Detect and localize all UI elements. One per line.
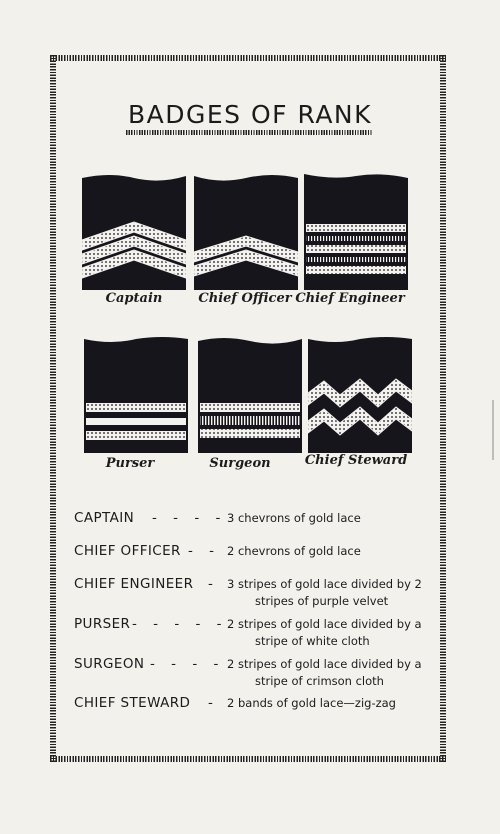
captain-caption: Captain <box>105 291 163 306</box>
rank-name: PURSER <box>74 616 131 632</box>
chief-engineer-badge <box>302 172 410 290</box>
chief-officer-caption: Chief Officer <box>198 291 292 306</box>
rank-description-line2: stripe of crimson cloth <box>255 674 384 688</box>
captain-badge <box>80 172 188 290</box>
rank-description-line2: stripes of purple velvet <box>255 594 389 608</box>
rank-description <box>227 543 442 560</box>
rank-description-line1: 2 stripes of gold lace divided by a <box>227 617 422 631</box>
rank-description <box>227 695 442 712</box>
rank-description <box>227 576 442 610</box>
purser-badge <box>82 335 190 453</box>
paper-mark <box>492 400 494 460</box>
rank-dashes: - <box>208 576 219 592</box>
rank-name: CAPTAIN <box>74 510 135 526</box>
rank-name: CHIEF STEWARD <box>74 695 191 711</box>
page-title: BADGES OF RANK <box>127 100 373 129</box>
rank-description <box>227 510 442 527</box>
rank-dashes: - - - - <box>150 656 225 672</box>
chief-engineer-caption: Chief Engineer <box>295 291 405 306</box>
chief-officer-badge <box>192 172 300 290</box>
rank-description-line1: 3 stripes of gold lace divided by 2 <box>227 577 422 591</box>
chief-steward-caption: Chief Steward <box>304 453 408 468</box>
rank-name: CHIEF ENGINEER <box>74 576 194 592</box>
border-left <box>50 55 56 762</box>
rank-description-line2: stripe of white cloth <box>255 634 370 648</box>
rank-description-line1: 2 chevrons of gold lace <box>227 544 361 558</box>
rank-name: CHIEF OFFICER <box>74 543 181 559</box>
rank-description <box>227 656 442 690</box>
border-top <box>50 55 446 61</box>
purser-caption: Purser <box>105 456 155 471</box>
rank-description <box>227 616 442 650</box>
rank-dashes: - - - - <box>152 510 227 526</box>
rank-dashes: - - <box>188 543 221 559</box>
rank-description-line1: 3 chevrons of gold lace <box>227 511 361 525</box>
border-bottom <box>50 756 446 762</box>
rank-dashes: - - - - - <box>132 616 228 632</box>
surgeon-caption: Surgeon <box>209 456 271 471</box>
rank-description-line1: 2 bands of gold lace—zig-zag <box>227 696 396 710</box>
chief-steward-badge <box>306 335 414 453</box>
rank-dashes: - <box>208 695 219 711</box>
title-underline <box>126 130 372 135</box>
rank-name: SURGEON <box>74 656 145 672</box>
rank-description-line1: 2 stripes of gold lace divided by a <box>227 657 422 671</box>
surgeon-badge <box>196 335 304 453</box>
